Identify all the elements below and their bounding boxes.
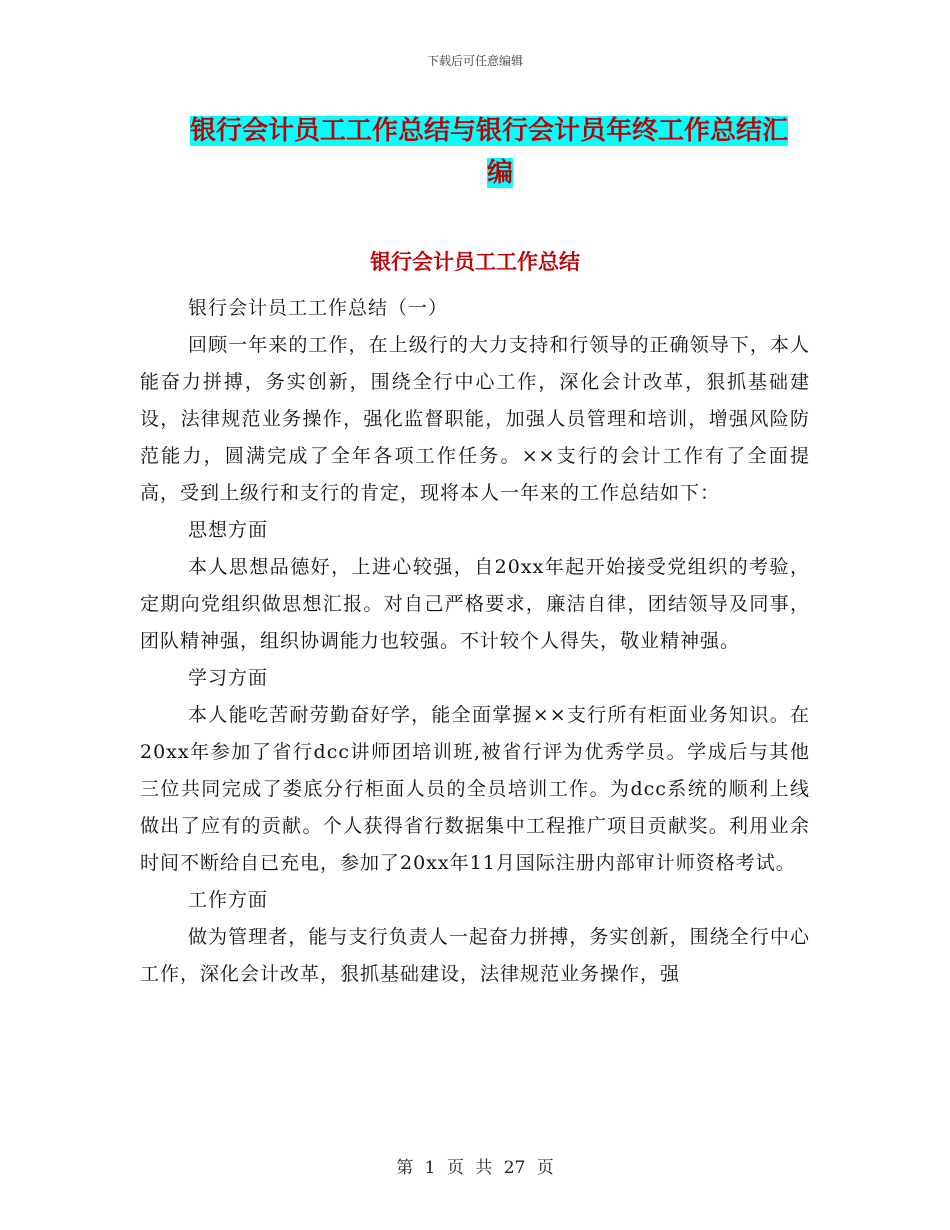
heading-work: 工作方面 (188, 889, 269, 911)
document-title-line2: 编 (486, 158, 513, 188)
document-body (140, 290, 810, 993)
header-note: 下载后可任意编辑 (426, 54, 523, 68)
document-title-line1: 银行会计员工工作总结与银行会计员年终工作总结汇 (190, 116, 789, 146)
section-title: 银行会计员工工作总结 (370, 250, 580, 274)
heading-thought: 思想方面 (188, 519, 269, 541)
paragraph-thought: 本人思想品德好，上进心较强，自20xx年起开始接受党组织的考验，定期向党组织做思想汇报。对自己严格要求，廉洁自律，团结领导及同事，团队精神强，组织协调能力也较强。不计较个人得失，敬业精神强。 (140, 556, 810, 652)
paragraph-work: 做为管理者，能与支行负责人一起奋力拼搏，务实创新，围绕全行中心工作，深化会计改革，狠抓基础建设，法律规范业务操作，强 (140, 926, 810, 985)
paragraph-study: 本人能吃苦耐劳勤奋好学，能全面掌握××支行所有柜面业务知识。在20xx年参加了省行dcc讲师团培训班,被省行评为优秀学员。学成后与其他三位共同完成了娄底分行柜面人员的全员培训工作。为dcc系统的顺利上线做出了应有的贡献。个人获得省行数据集中工程推广项目贡献奖。利用业余时间不断给自已充电，参加了20xx年11月国际注册内部审计师资格考试。 (140, 704, 810, 874)
document-title-line2-wrap (190, 152, 810, 194)
paragraph-subtitle: 银行会计员工工作总结（一） (188, 297, 449, 319)
paragraph-intro: 回顾一年来的工作，在上级行的大力支持和行领导的正确领导下，本人能奋力拼搏，务实创新，围绕全行中心工作，深化会计改革，狠抓基础建设，法律规范业务操作，强化监督职能，加强人员管理和培训，增强风险防范能力，圆满完成了全年各项工作任务。××支行的会计工作有了全面提高，受到上级行和支行的肯定，现将本人一年来的工作总结如下： (140, 334, 810, 504)
heading-study: 学习方面 (188, 667, 269, 689)
document-title (190, 110, 810, 194)
page-number-footer: 第 1 页 共 27 页 (396, 1158, 554, 1178)
